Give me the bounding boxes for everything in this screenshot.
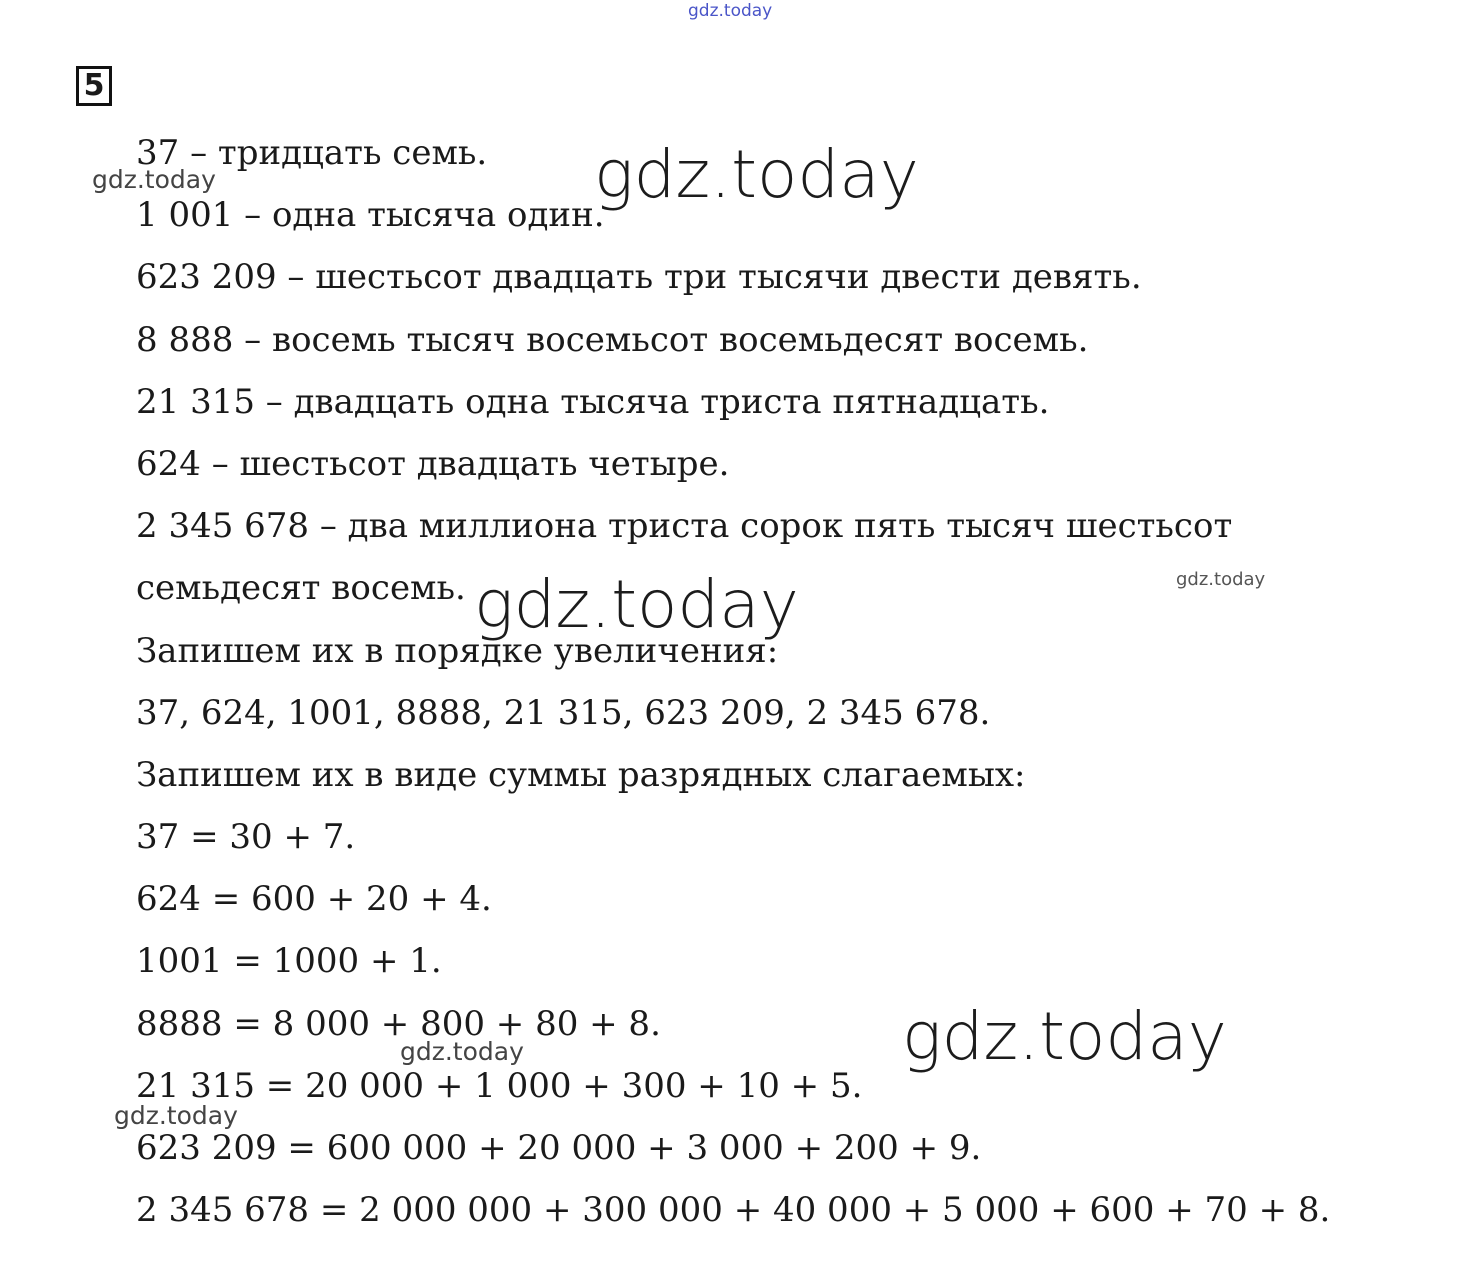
text-line: 623 209 = 600 000 + 20 000 + 3 000 + 200 + 9.: [136, 1128, 982, 1168]
watermark-large: gdz.today: [474, 566, 799, 643]
text-line: 624 = 600 + 20 + 4.: [136, 879, 492, 920]
text-line: 8 888 – восемь тысяч восемьсот восемьдесят восемь.: [136, 319, 1089, 360]
text-line: 37 = 30 + 7.: [136, 817, 356, 858]
text-line: семьдесят восемь.: [136, 568, 466, 609]
text-line: 2 345 678 – два миллиона триста сорок пять тысяч шестьсот: [136, 506, 1233, 547]
watermark-small: gdz.today: [114, 1101, 238, 1130]
watermark-top: gdz.today: [688, 1, 773, 21]
task-number-badge: 5: [76, 66, 112, 106]
text-line: 37 – тридцать семь.: [136, 133, 488, 173]
text-line: 624 – шестьсот двадцать четыре.: [136, 443, 730, 484]
watermark-large: gdz.today: [594, 136, 919, 213]
watermark-small: gdz.today: [92, 165, 216, 194]
text-line: 2 345 678 = 2 000 000 + 300 000 + 40 000 + 5 000 + 600 + 70 + 8.: [136, 1190, 1331, 1231]
text-line: 37, 624, 1001, 8888, 21 315, 623 209, 2 345 678.: [136, 692, 991, 733]
text-line: 21 315 – двадцать одна тысяча триста пятнадцать.: [136, 381, 1050, 422]
text-line: Запишем их в порядке увеличения:: [136, 630, 779, 671]
text-line: 1 001 – одна тысяча один.: [136, 195, 605, 236]
text-line: 1001 = 1000 + 1.: [136, 941, 442, 982]
text-line: 8888 = 8 000 + 800 + 80 + 8.: [136, 1003, 661, 1044]
text-line: Запишем их в виде суммы разрядных слагаемых:: [136, 754, 1026, 795]
text-line: 21 315 = 20 000 + 1 000 + 300 + 10 + 5.: [136, 1065, 863, 1106]
text-line: 623 209 – шестьсот двадцать три тысячи двести девять.: [136, 257, 1142, 298]
watermark-small: gdz.today: [1176, 569, 1266, 590]
watermark-large: gdz.today: [902, 998, 1227, 1075]
watermark-small: gdz.today: [400, 1037, 524, 1066]
